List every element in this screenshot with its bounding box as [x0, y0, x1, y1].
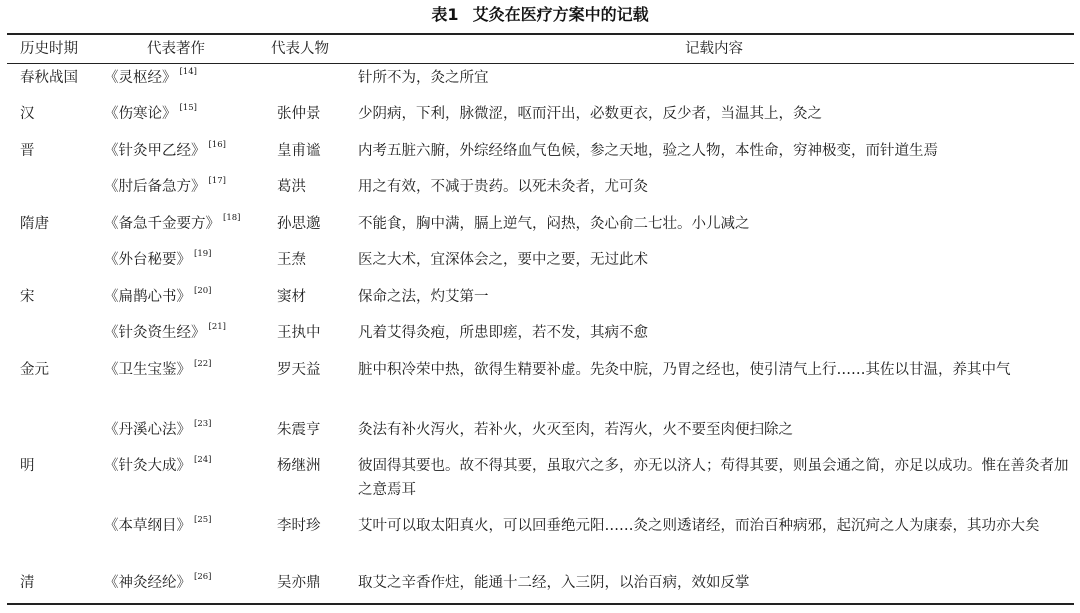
reference-marker: [16] [208, 140, 226, 151]
cell-person: 李时珍 [277, 518, 321, 534]
reference-marker: [18] [223, 213, 241, 224]
work-title: 《卫生宝鉴》 [104, 362, 191, 378]
work-title: 《扁鹊心书》 [104, 289, 191, 305]
cell-period: 清 [20, 575, 35, 591]
cell-person: 张仲景 [277, 106, 321, 122]
cell-content: 彼固得其要也。故不得其要，虽取穴之多，亦无以济人；苟得其要，则虽会通之简，亦足以成功。惟在善灸者加之意焉耳 [358, 458, 1069, 498]
work-title: 《本草纲目》 [104, 518, 191, 534]
work-title: 《肘后备急方》 [104, 179, 206, 195]
cell-period: 晋 [20, 143, 35, 159]
reference-marker: [21] [208, 322, 226, 333]
cell-person: 葛洪 [277, 179, 306, 195]
cell-content: 保命之法，灼艾第一 [358, 289, 489, 305]
cell-period: 金元 [20, 362, 49, 378]
reference-marker: [15] [179, 103, 197, 114]
cell-work [104, 175, 226, 199]
cell-person: 杨继洲 [277, 458, 321, 474]
cell-work [104, 102, 197, 126]
cell-work [104, 358, 211, 382]
cell-person: 孙思邈 [277, 216, 321, 232]
cell-content: 不能食，胸中满，膈上逆气，闷热，灸心俞二七壮。小儿减之 [358, 216, 750, 232]
work-title: 《灵枢经》 [104, 70, 177, 86]
work-title: 《伤寒论》 [104, 106, 177, 122]
cell-content: 少阴病，下利，脉微涩，呕而汗出，必数更衣，反少者，当温其上，灸之 [358, 106, 822, 122]
cell-period: 明 [20, 458, 35, 474]
cell-work [104, 66, 197, 90]
cell-content: 医之大术，宜深体会之，要中之要，无过此术 [358, 252, 648, 268]
table-caption [0, 4, 1080, 26]
reference-marker: [14] [179, 67, 197, 78]
work-title: 《针灸资生经》 [104, 325, 206, 341]
cell-work [104, 212, 240, 236]
cell-person: 窦材 [277, 289, 306, 305]
work-title: 《备急千金要方》 [104, 216, 220, 232]
cell-person: 王焘 [277, 252, 306, 268]
cell-work [104, 454, 211, 478]
work-title: 《神灸经纶》 [104, 575, 191, 591]
cell-person: 吴亦鼎 [277, 575, 321, 591]
cell-person: 王执中 [277, 325, 321, 341]
reference-marker: [20] [194, 286, 212, 297]
reference-marker: [19] [194, 249, 212, 260]
cell-period: 春秋战国 [20, 70, 78, 86]
cell-work [104, 248, 211, 272]
cell-work [104, 321, 226, 345]
cell-period: 隋唐 [20, 216, 49, 232]
work-title: 《外台秘要》 [104, 252, 191, 268]
reference-marker: [24] [194, 455, 212, 466]
table-body [0, 64, 1080, 602]
cell-content: 凡着艾得灸疱，所患即瘥，若不发，其病不愈 [358, 325, 648, 341]
cell-content: 内考五脏六腑，外综经络血气色候，参之天地，验之人物，本性命，穷神极变，而针道生焉 [358, 143, 938, 159]
cell-content: 脏中积冷荣中热，欲得生精要补虚。先灸中脘，乃胃之经也，使引清气上行……其佐以甘温，养其中气 [358, 362, 1011, 378]
table-number: 表1 [431, 5, 459, 24]
reference-marker: [25] [194, 515, 212, 526]
cell-person: 罗天益 [277, 362, 321, 378]
table-title: 艾灸在医疗方案中的记载 [472, 5, 649, 24]
cell-content: 艾叶可以取太阳真火，可以回垂绝元阳……灸之则透诸经，而治百种病邪，起沉疴之人为康泰，其功亦大矣 [358, 518, 1040, 534]
table-header [0, 37, 1080, 61]
cell-person: 朱震亨 [277, 422, 321, 438]
reference-marker: [17] [208, 176, 226, 187]
cell-work [104, 285, 211, 309]
cell-work [104, 139, 226, 163]
top-rule [7, 33, 1074, 35]
reference-marker: [22] [194, 359, 212, 370]
work-title: 《针灸甲乙经》 [104, 143, 206, 159]
header-work: 代表著作 [147, 41, 205, 57]
header-content: 记载内容 [685, 41, 743, 57]
cell-content: 灸法有补火泻火，若补火，火灭至肉，若泻火，火不要至肉便扫除之 [358, 422, 793, 438]
header-period: 历史时期 [20, 41, 78, 57]
cell-content: 针所不为，灸之所宜 [358, 70, 489, 86]
header-person: 代表人物 [271, 41, 329, 57]
work-title: 《丹溪心法》 [104, 422, 191, 438]
reference-marker: [26] [194, 572, 212, 583]
cell-period: 汉 [20, 106, 35, 122]
cell-person: 皇甫谧 [277, 143, 321, 159]
cell-content: 取艾之辛香作炷，能通十二经，入三阴，以治百病，效如反掌 [358, 575, 750, 591]
cell-period: 宋 [20, 289, 35, 305]
cell-work [104, 514, 211, 538]
reference-marker: [23] [194, 419, 212, 430]
bottom-rule [7, 603, 1074, 605]
cell-work [104, 571, 211, 595]
cell-content: 用之有效，不减于贵药。以死未灸者，尤可灸 [358, 179, 648, 195]
work-title: 《针灸大成》 [104, 458, 191, 474]
cell-work [104, 418, 211, 442]
